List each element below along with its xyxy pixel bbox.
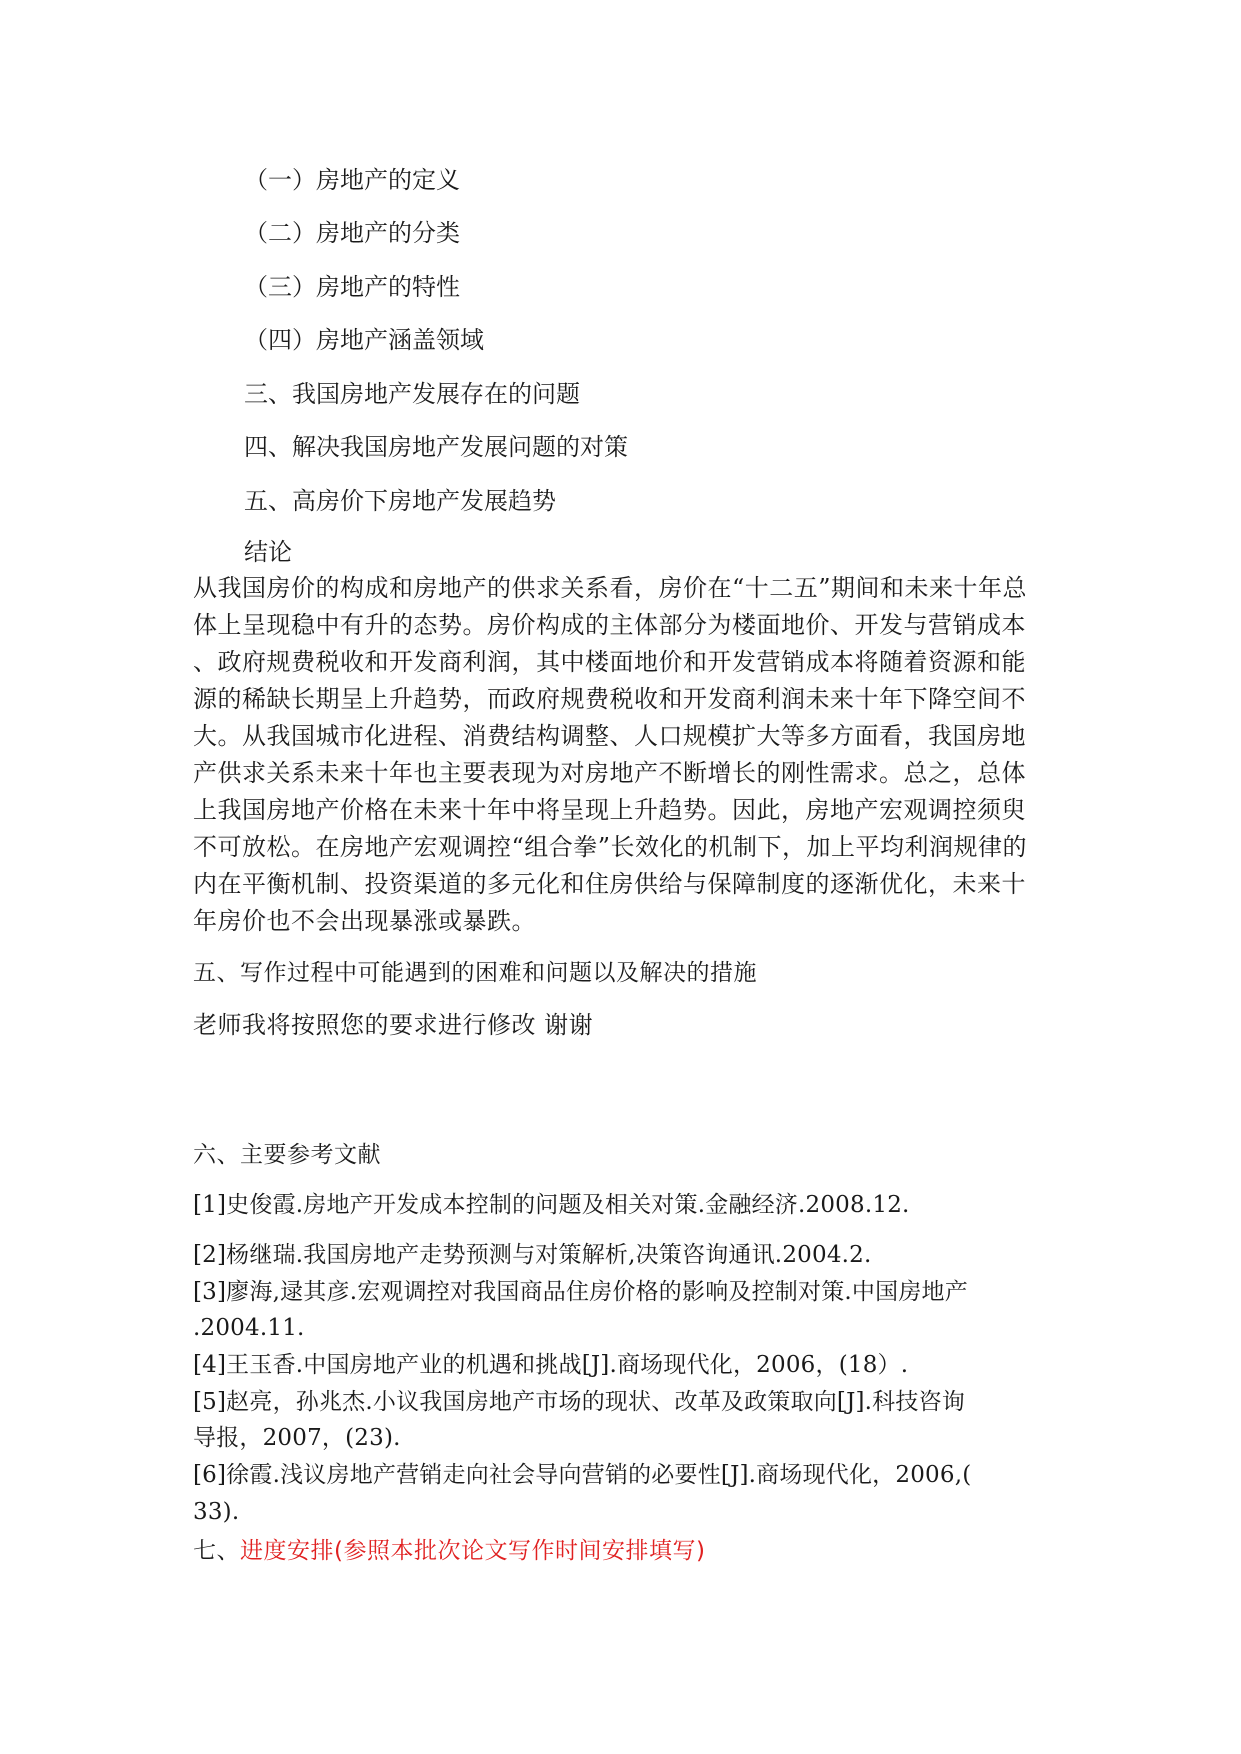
reference-line: [4]王玉香.中国房地产业的机遇和挑战[J].商场现代化，2006，(18）.: [193, 1352, 909, 1378]
conclusion-line: 体上呈现稳中有升的态势。房价构成的主体部分为楼面地价、开发与营销成本: [193, 611, 1026, 639]
section7-heading-prefix: 七、: [193, 1538, 240, 1564]
outline-item-7: 五、高房价下房地产发展趋势: [244, 487, 556, 515]
conclusion-line: 大。从我国城市化进程、消费结构调整、人口规模扩大等多方面看，我国房地: [193, 722, 1026, 750]
outline-item-8: 结论: [244, 538, 292, 566]
conclusion-line: 年房价也不会出现暴涨或暴跌。: [193, 907, 536, 935]
conclusion-line: 内在平衡机制、投资渠道的多元化和住房供给与保障制度的逐渐优化，未来十: [193, 870, 1026, 898]
conclusion-line: 、政府规费税收和开发商利润，其中楼面地价和开发营销成本将随着资源和能: [193, 648, 1026, 676]
outline-item-4: （四）房地产涵盖领域: [244, 326, 484, 354]
reference-line: [3]廖海,逯其彦.宏观调控对我国商品住房价格的影响及控制对策.中国房地产: [193, 1279, 968, 1305]
conclusion-line: 产供求关系未来十年也主要表现为对房地产不断增长的刚性需求。总之，总体: [193, 759, 1026, 787]
section5-text: 老师我将按照您的要求进行修改 谢谢: [193, 1011, 594, 1039]
reference-line: 导报，2007，(23).: [193, 1425, 401, 1451]
reference-line: 33).: [193, 1499, 240, 1525]
outline-item-1: （一）房地产的定义: [244, 166, 460, 194]
conclusion-line: 从我国房价的构成和房地产的供求关系看，房价在“十二五”期间和未来十年总: [193, 574, 1028, 602]
section7-heading-red: 进度安排(参照本批次论文写作时间安排填写): [240, 1538, 706, 1564]
reference-line: [6]徐霞.浅议房地产营销走向社会导向营销的必要性[J].商场现代化，2006,(: [193, 1462, 972, 1488]
conclusion-line: 源的稀缺长期呈上升趋势，而政府规费税收和开发商利润未来十年下降空间不: [193, 685, 1026, 713]
section5-heading: 五、写作过程中可能遇到的困难和问题以及解决的措施: [193, 960, 757, 986]
reference-line: [1]史俊霞.房地产开发成本控制的问题及相关对策.金融经济.2008.12.: [193, 1192, 910, 1218]
reference-line: [5]赵亮，孙兆杰.小议我国房地产市场的现状、改革及政策取向[J].科技咨询: [193, 1389, 965, 1415]
outline-item-5: 三、我国房地产发展存在的问题: [244, 380, 580, 408]
section6-heading: 六、主要参考文献: [193, 1142, 381, 1168]
conclusion-line: 上我国房地产价格在未来十年中将呈现上升趋势。因此，房地产宏观调控须臾: [193, 796, 1026, 824]
reference-line: .2004.11.: [193, 1315, 305, 1341]
conclusion-line: 不可放松。在房地产宏观调控“组合拳”长效化的机制下，加上平均利润规律的: [193, 833, 1028, 861]
outline-item-2: （二）房地产的分类: [244, 219, 460, 247]
outline-item-6: 四、解决我国房地产发展问题的对策: [244, 433, 628, 461]
outline-item-3: （三）房地产的特性: [244, 273, 460, 301]
reference-line: [2]杨继瑞.我国房地产走势预测与对策解析,决策咨询通讯.2004.2.: [193, 1242, 872, 1268]
section7-heading: [193, 1536, 705, 1566]
